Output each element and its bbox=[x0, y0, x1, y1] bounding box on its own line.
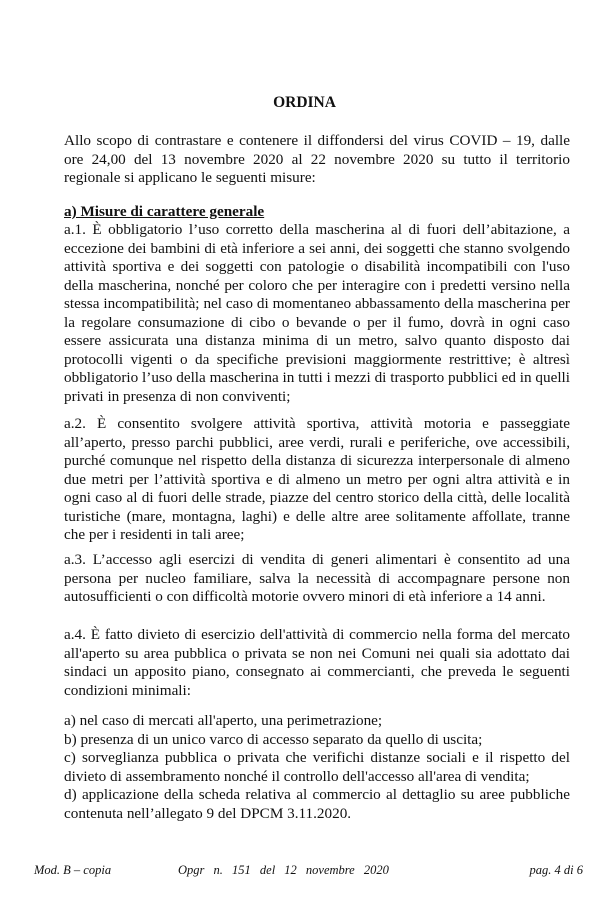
paragraph-a1-text: a.1. È obbligatorio l’uso corretto della mascherina al di fuori dell’abitazione, a eccezione dei bambini di età inferiore a sei anni, dei soggetti che stanno svolgendo attività sportiva e dei soggetti con patologie o disabilità incompatibili con l'uso della mascherina, nonché per coloro che per interagire con i predetti versino nella stessa incompatibilità; nel caso di momentaneo abbassamento della mascherina per la regolare consumazione di cibo o bevande o per il fumo, dovrà in ogni caso essere assicurata una distanza minima di un metro, salvo quanto disposto dai protocolli vigenti o da specifiche previsioni maggiormente restrittive; è altresì obbligatorio l’uso della mascherina in tutti i mezzi di trasporto pubblici ed in quelli privati in presenza di non conviventi; bbox=[64, 221, 570, 405]
intro-paragraph bbox=[64, 132, 570, 188]
section-a-title: a) Misure di carattere generale bbox=[64, 203, 265, 220]
paragraph-a2 bbox=[64, 415, 570, 545]
paragraph-a4-text: a.4. È fatto divieto di esercizio dell'attività di commercio nella forma del mercato all'aperto su area pubblica o privata se non nei Comuni nei quali sia adottato dai sindaci un apposito piano, consegnato ai commercianti, che preveda le seguenti condizioni minimali: bbox=[64, 626, 570, 699]
paragraph-a1 bbox=[64, 221, 570, 406]
condition-item: d) applicazione della scheda relativa al commercio al dettaglio su aree pubbliche contenuta nell’allegato 9 del DPCM 3.11.2020. bbox=[64, 786, 570, 822]
paragraph-a3 bbox=[64, 551, 570, 607]
footer-document-model: Mod. B – copia bbox=[34, 863, 112, 877]
conditions-list bbox=[64, 712, 570, 823]
paragraph-a3-text: a.3. L’accesso agli esercizi di vendita di generi alimentari è consentito ad una persona per nucleo familiare, salva la necessità di accompagnare persone non autosufficienti o con difficoltà motorie ovvero minori di età inferiore a 14 anni. bbox=[64, 551, 570, 605]
paragraph-a4 bbox=[64, 626, 570, 700]
intro-text: Allo scopo di contrastare e contenere il diffondersi del virus COVID – 19, dalle ore 24,00 del 13 novembre 2020 al 22 novembre 2020 su tutto il territorio regionale si applicano le seguenti misure: bbox=[64, 132, 570, 186]
paragraph-a2-text: a.2. È consentito svolgere attività sportiva, attività motoria e passeggiate all’aperto, presso parchi pubblici, aree verdi, rurali e periferiche, ove accessibili, purché comunque nel rispetto della distanza di sicurezza interpersonale di almeno due metri per l’attività sportiva e di almeno un metro per ogni altra attività e in ogni caso al di fuori delle strade, piazze del centro storico della città, delle località turistiche (mare, montagna, laghi) e delle altre aree solitamente affollate, tranne che per i residenti in tali aree; bbox=[64, 415, 570, 543]
condition-item: a) nel caso di mercati all'aperto, una perimetrazione; bbox=[64, 712, 383, 729]
footer-page-number: pag. 4 di 6 bbox=[529, 863, 583, 877]
page-title: ORDINA bbox=[273, 94, 336, 111]
condition-item: b) presenza di un unico varco di accesso separato da quello di uscita; bbox=[64, 730, 483, 748]
condition-item: c) sorveglianza pubblica o privata che verifichi distanze sociali e il rispetto del divieto di assembramento nonché il controllo dell'accesso all'area di vendita; bbox=[64, 749, 570, 785]
footer-ordinance-reference: Opgr n. 151 del 12 novembre 2020 bbox=[178, 863, 389, 877]
